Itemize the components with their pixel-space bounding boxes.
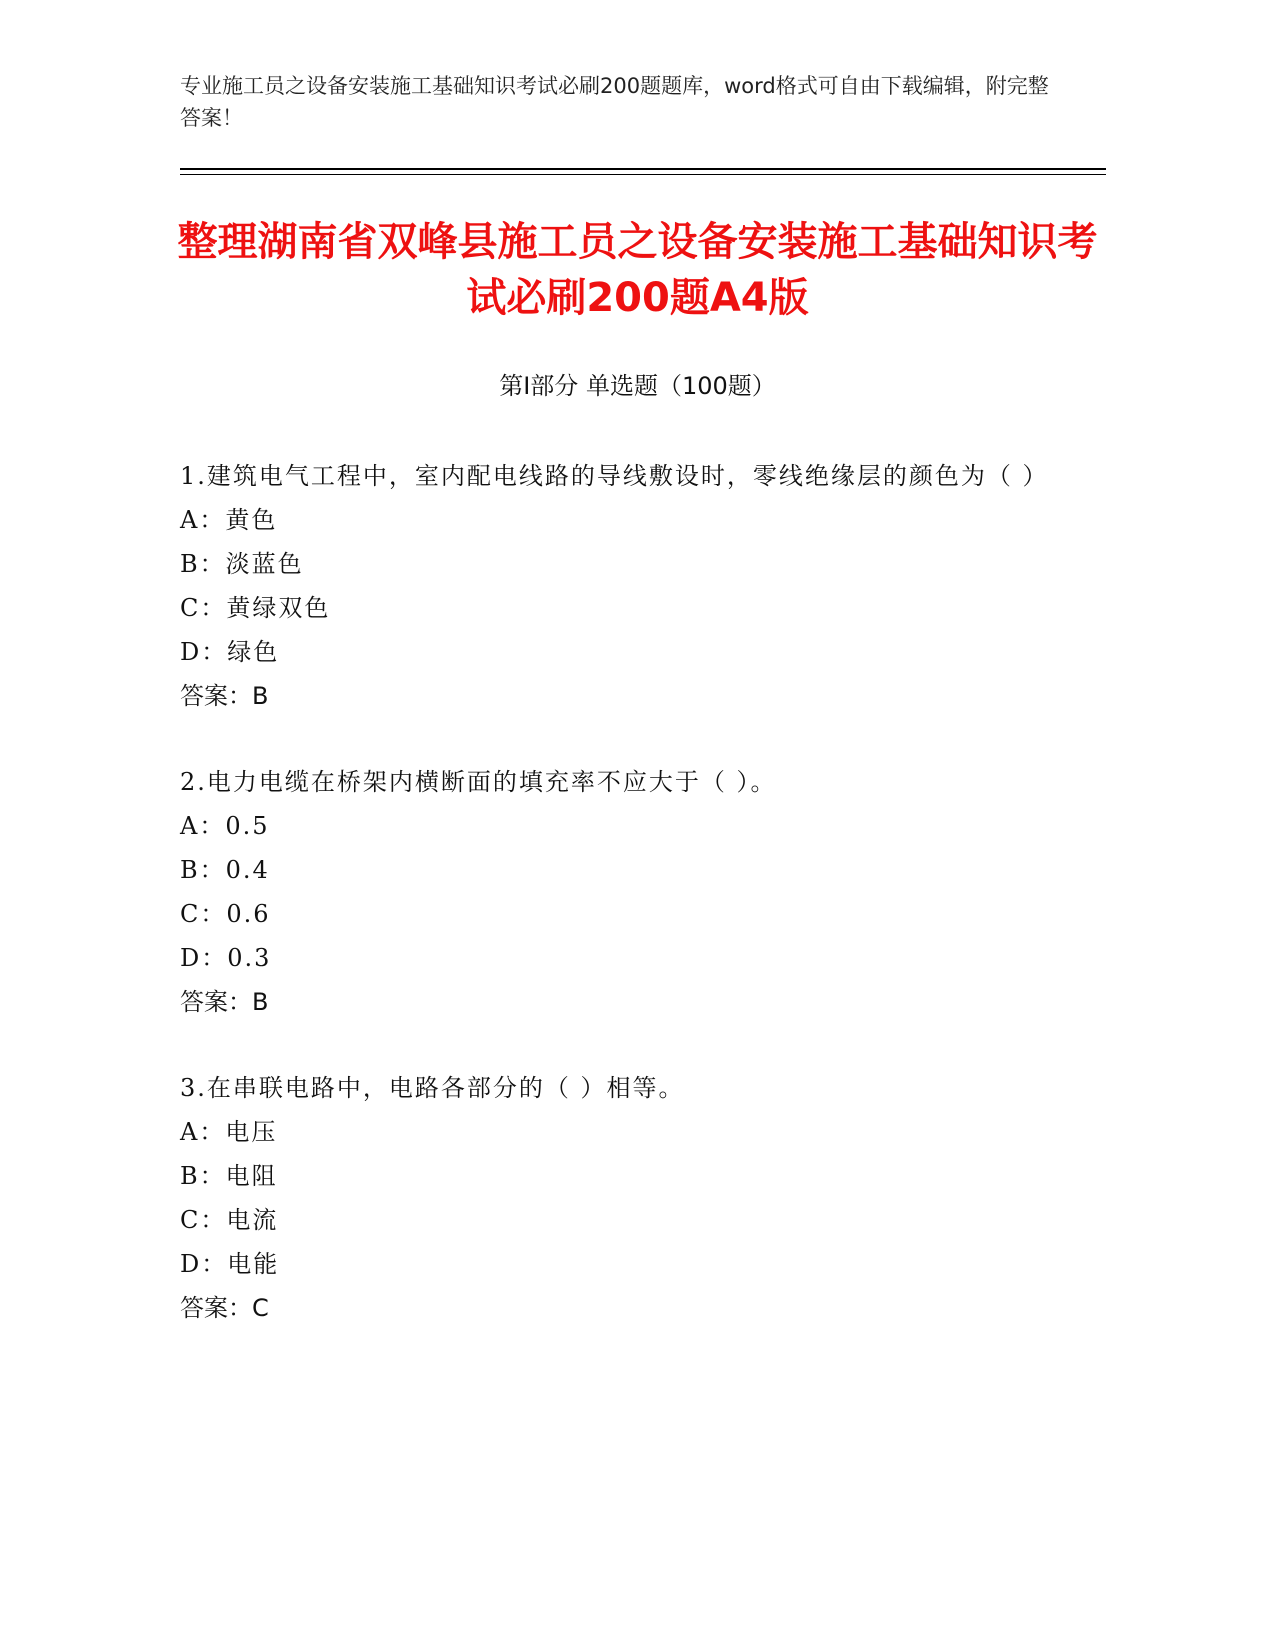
document-title: 整理湖南省双峰县施工员之设备安装施工基础知识考试必刷200题A4版 — [177, 219, 1098, 321]
option-d: D：绿色 — [180, 638, 280, 666]
question-stem: 3.在串联电路中，电路各部分的（ ）相等。 — [180, 1074, 685, 1102]
option-d: D：电能 — [180, 1250, 280, 1278]
option-c: C：电流 — [180, 1206, 279, 1234]
option-a: A：电压 — [180, 1118, 278, 1146]
question-2 — [180, 760, 1060, 1024]
header-note: 专业施工员之设备安装施工基础知识考试必刷200题题库，word格式可自由下载编辑，附完整答案！ — [180, 74, 1049, 130]
question-stem: 2.电力电缆在桥架内横断面的填充率不应大于（ ）。 — [180, 768, 777, 796]
question-3 — [180, 1066, 1060, 1330]
header-divider-thin — [180, 174, 1106, 175]
answer: 答案：B — [180, 682, 269, 710]
answer: 答案：B — [180, 988, 269, 1016]
option-a: A：0.5 — [180, 812, 270, 840]
option-a: A：黄色 — [180, 506, 278, 534]
section-title: 第Ⅰ部分 单选题（100题） — [499, 372, 776, 400]
option-d: D：0.3 — [180, 944, 272, 972]
option-c: C：黄绿双色 — [180, 594, 331, 622]
question-list — [180, 454, 1060, 1372]
answer: 答案：C — [180, 1294, 269, 1322]
option-b: B：电阻 — [180, 1162, 278, 1190]
option-c: C：0.6 — [180, 900, 271, 928]
question-stem: 1.建筑电气工程中，室内配电线路的导线敷设时，零线绝缘层的颜色为（ ） — [180, 462, 1049, 490]
option-b: B：淡蓝色 — [180, 550, 304, 578]
header-divider-thick — [180, 168, 1106, 170]
question-1 — [180, 454, 1060, 718]
option-b: B：0.4 — [180, 856, 270, 884]
